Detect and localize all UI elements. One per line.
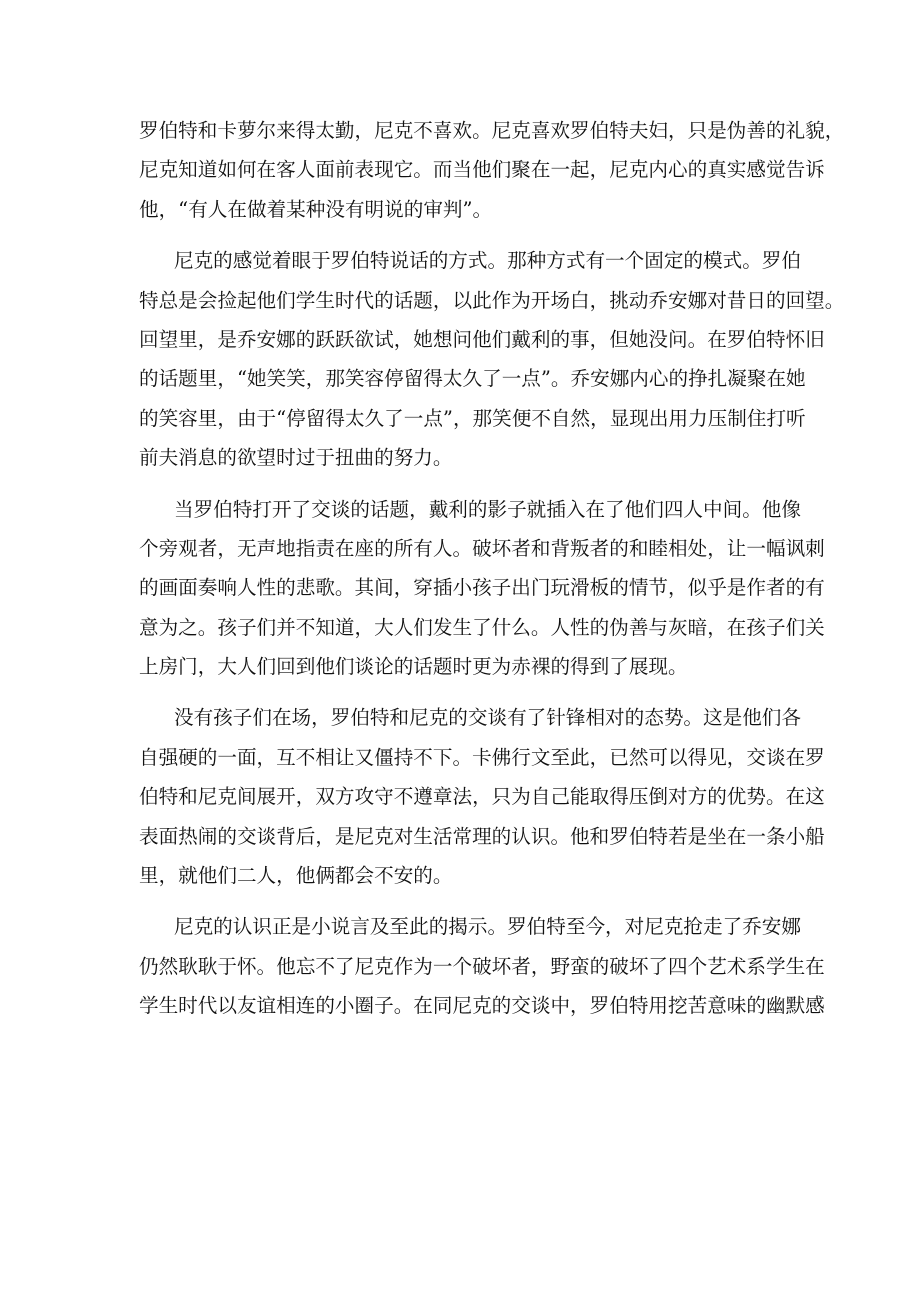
document-body (139, 111, 845, 1026)
text-line: 表面热闹的交谈背后，是尼克对生活常理的认识。他和罗伯特若是坐在一条小船 (139, 824, 825, 848)
text-line: 当罗伯特打开了交谈的话题，戴利的影子就插入在了他们四人中间。他像 (174, 497, 801, 521)
paragraph (139, 490, 825, 687)
text-line: 没有孩子们在场，罗伯特和尼克的交谈有了针锋相对的态势。这是他们各 (174, 706, 801, 730)
text-line: 学生时代以友谊相连的小圈子。在同尼克的交谈中，罗伯特用挖苦意味的幽默感 (139, 994, 825, 1018)
text-line: 罗伯特和卡萝尔来得太勤，尼克不喜欢。尼克喜欢罗伯特夫妇，只是伪善的礼貌， (139, 119, 845, 142)
text-line: 尼克的认识正是小说言及至此的揭示。罗伯特至今，对尼克抢走了乔安娜 (174, 915, 801, 939)
text-line: 尼克的感觉着眼于罗伯特说话的方式。那种方式有一个固定的模式。罗伯 (174, 249, 801, 273)
text-line: 上房门，大人们回到他们谈论的话题时更为赤裸的得到了展现。 (139, 655, 688, 679)
text-line: 他，“有人在做着某种没有明说的审判”。 (139, 197, 493, 221)
paragraph (139, 907, 825, 1025)
paragraph (139, 241, 845, 477)
text-line: 里，就他们二人，他俩都会不安的。 (139, 864, 453, 888)
text-line: 个旁观者，无声地指责在座的所有人。破坏者和背叛者的和睦相处，让一幅讽刺 (139, 536, 825, 560)
text-line: 特总是会捡起他们学生时代的话题，以此作为开场白，挑动乔安娜对昔日的回望。 (139, 288, 845, 312)
paragraph (139, 111, 845, 229)
text-line: 回望里，是乔安娜的跃跃欲试，她想问他们戴利的事，但她没问。在罗伯特怀旧 (139, 327, 825, 351)
text-line: 自强硬的一面，互不相让又僵持不下。卡佛行文至此，已然可以得见，交谈在罗 (139, 745, 825, 769)
text-line: 仍然耿耿于怀。他忘不了尼克作为一个破坏者，野蛮的破坏了四个艺术系学生在 (139, 954, 825, 978)
text-line: 伯特和尼克间展开，双方攻守不遵章法，只为自己能取得压倒对方的优势。在这 (139, 785, 825, 809)
text-line: 的话题里，“她笑笑，那笑容停留得太久了一点”。乔安娜内心的挣扎凝聚在她 (139, 367, 806, 391)
paragraph (139, 698, 825, 895)
text-line: 尼克知道如何在客人面前表现它。而当他们聚在一起，尼克内心的真实感觉告诉 (139, 158, 825, 182)
text-line: 前夫消息的欲望时过于扭曲的努力。 (139, 446, 453, 470)
text-line: 意为之。孩子们并不知道，大人们发生了什么。人性的伪善与灰暗，在孩子们关 (139, 615, 825, 639)
text-line: 的笑容里，由于“停留得太久了一点”，那笑便不自然，显现出用力压制住打听 (139, 406, 806, 430)
text-line: 的画面奏响人性的悲歌。其间，穿插小孩子出门玩滑板的情节，似乎是作者的有 (139, 576, 825, 600)
